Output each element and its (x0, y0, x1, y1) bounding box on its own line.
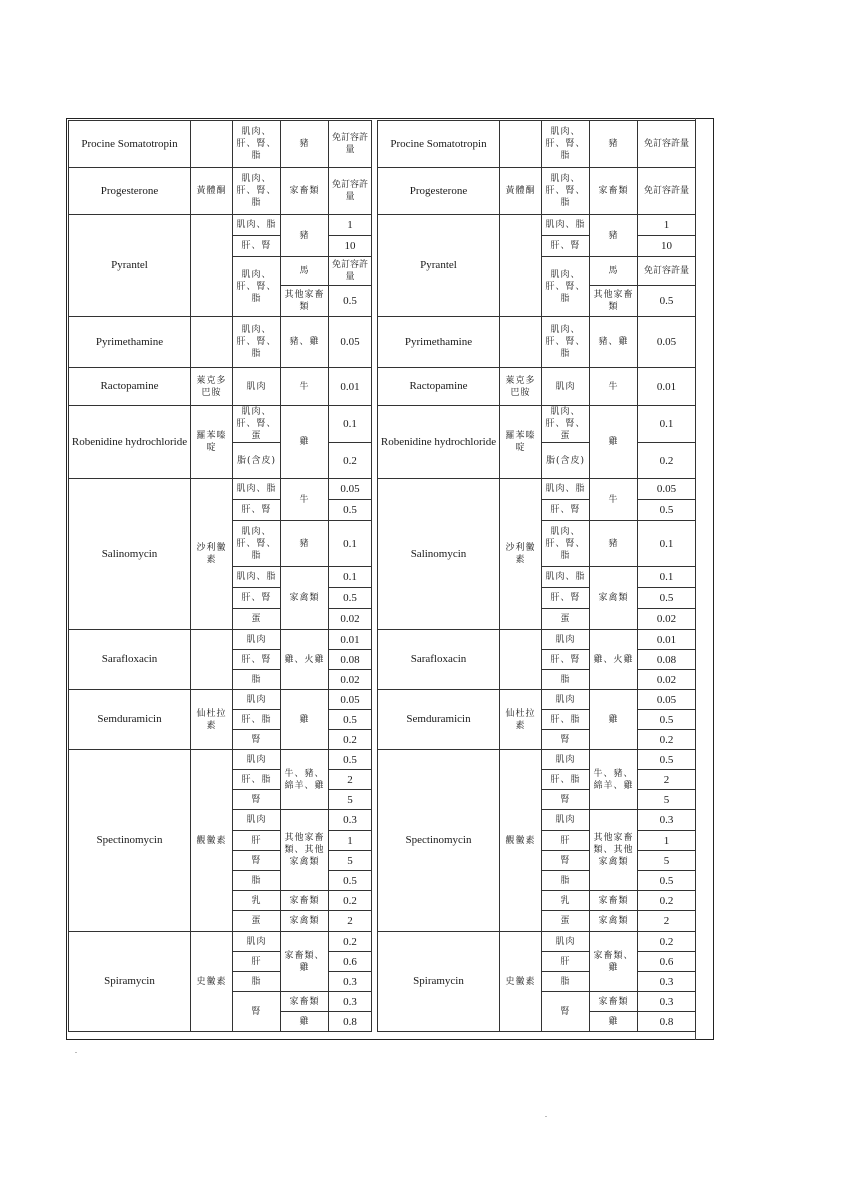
table-row (378, 932, 696, 952)
tissue-cell: 肌肉、肝、腎、脂 (233, 168, 281, 215)
tissue-cell: 肌肉、肝、腎、脂 (233, 317, 281, 368)
residue-limit-cell: 0.2 (638, 730, 696, 750)
residue-table-left (68, 120, 372, 1032)
tissue-cell: 腎 (542, 790, 590, 810)
residue-limit-cell: 0.5 (638, 588, 696, 609)
table-row (69, 690, 372, 710)
drug-name-cell: Pyrantel (378, 215, 500, 317)
table-row (378, 168, 696, 215)
drug-name-cell: Salinomycin (378, 479, 500, 630)
tissue-cell: 肌肉 (233, 690, 281, 710)
residue-limit-cell: 0.2 (329, 730, 372, 750)
chinese-name-cell: 沙利黴素 (191, 479, 233, 630)
tissue-cell: 肌肉 (542, 932, 590, 952)
residue-limit-cell: 0.01 (638, 368, 696, 406)
residue-limit-cell: 0.6 (638, 952, 696, 972)
residue-limit-cell: 2 (329, 911, 372, 932)
tissue-cell: 肝、腎 (233, 650, 281, 670)
chinese-name-cell: 萊克多巴胺 (191, 368, 233, 406)
residue-limit-cell: 0.8 (638, 1012, 696, 1032)
species-cell: 豬 (590, 215, 638, 257)
species-cell: 家畜類 (590, 992, 638, 1012)
tissue-cell: 肝 (542, 831, 590, 851)
drug-name-cell: Spectinomycin (378, 750, 500, 932)
tissue-cell: 肌肉 (542, 368, 590, 406)
drug-name-cell: Semduramicin (69, 690, 191, 750)
scan-speck (545, 1116, 547, 1117)
tissue-cell: 脂(含皮) (542, 443, 590, 479)
drug-name-cell: Pyrimethamine (69, 317, 191, 368)
residue-limit-cell: 0.05 (638, 317, 696, 368)
residue-limit-cell: 免訂容許量 (638, 257, 696, 286)
residue-limit-cell: 2 (329, 770, 372, 790)
residue-limit-cell: 0.02 (329, 670, 372, 690)
drug-name-cell: Sarafloxacin (69, 630, 191, 690)
drug-name-cell: Procine Somatotropin (378, 121, 500, 168)
residue-limit-cell: 0.5 (638, 871, 696, 891)
residue-limit-cell: 0.3 (638, 810, 696, 831)
drug-name-cell: Salinomycin (69, 479, 191, 630)
tissue-cell: 蛋 (542, 609, 590, 630)
residue-limit-cell: 0.3 (638, 972, 696, 992)
tissue-cell: 腎 (233, 851, 281, 871)
species-cell: 牛 (281, 368, 329, 406)
tissue-cell: 肌肉、脂 (542, 479, 590, 500)
residue-limit-cell: 0.5 (329, 750, 372, 770)
drug-name-cell: Pyrimethamine (378, 317, 500, 368)
residue-limit-cell: 免訂容許量 (638, 168, 696, 215)
residue-limit-cell: 0.1 (329, 521, 372, 567)
tissue-cell: 肝、脂 (542, 770, 590, 790)
species-cell: 家禽類 (281, 567, 329, 630)
drug-name-cell: Robenidine hydrochloride (69, 406, 191, 479)
residue-limit-cell: 0.5 (329, 588, 372, 609)
tissue-cell: 腎 (542, 730, 590, 750)
tissue-cell: 脂 (542, 972, 590, 992)
chinese-name-cell: 羅苯嗪啶 (500, 406, 542, 479)
chinese-name-cell (500, 317, 542, 368)
tissue-cell: 肌肉、肝、腎、蛋 (233, 406, 281, 443)
species-cell: 豬 (590, 521, 638, 567)
residue-limit-cell: 10 (638, 236, 696, 257)
residue-limit-cell: 0.2 (638, 443, 696, 479)
residue-limit-cell: 5 (329, 851, 372, 871)
chinese-name-cell (191, 630, 233, 690)
chinese-name-cell (191, 317, 233, 368)
species-cell: 豬、雞 (281, 317, 329, 368)
species-cell: 家畜類 (281, 992, 329, 1012)
species-cell: 豬、雞 (590, 317, 638, 368)
residue-limit-cell: 10 (329, 236, 372, 257)
table-row (69, 121, 372, 168)
residue-limit-cell: 0.2 (329, 932, 372, 952)
tissue-cell: 乳 (542, 891, 590, 911)
residue-limit-cell: 0.2 (638, 932, 696, 952)
residue-limit-cell: 2 (638, 911, 696, 932)
table-row (69, 168, 372, 215)
residue-limit-cell: 1 (638, 215, 696, 236)
residue-limit-cell: 0.08 (638, 650, 696, 670)
species-cell: 雞、火雞 (590, 630, 638, 690)
drug-name-cell: Progesterone (378, 168, 500, 215)
tissue-cell: 腎 (233, 790, 281, 810)
species-cell: 其他家畜類 (281, 286, 329, 317)
tissue-cell: 脂 (542, 670, 590, 690)
species-cell: 家畜類 (281, 168, 329, 215)
tissue-cell: 肝 (233, 952, 281, 972)
chinese-name-cell: 仙杜拉素 (191, 690, 233, 750)
table-row (69, 932, 372, 952)
residue-limit-cell: 1 (329, 831, 372, 851)
tissue-cell: 蛋 (233, 911, 281, 932)
species-cell: 其他家畜類、其他家禽類 (281, 810, 329, 891)
tissue-cell: 肌肉、肝、腎、脂 (542, 121, 590, 168)
species-cell: 家禽類 (590, 567, 638, 630)
tissue-cell: 肌肉、肝、腎、脂 (542, 521, 590, 567)
tissue-cell: 肝、腎 (542, 588, 590, 609)
species-cell: 家畜類、雞 (590, 932, 638, 992)
species-cell: 家畜類 (590, 168, 638, 215)
tissue-cell: 肌肉 (233, 368, 281, 406)
residue-limit-cell: 0.05 (638, 690, 696, 710)
tissue-cell: 肌肉 (542, 630, 590, 650)
tissue-cell: 肌肉、肝、腎、脂 (542, 317, 590, 368)
residue-limit-cell: 0.05 (329, 690, 372, 710)
table-row (69, 630, 372, 650)
tissue-cell: 肝、腎 (233, 588, 281, 609)
species-cell: 家禽類 (590, 911, 638, 932)
residue-limit-cell: 0.5 (638, 750, 696, 770)
residue-limit-cell: 0.2 (329, 891, 372, 911)
drug-name-cell: Ractopamine (378, 368, 500, 406)
table-row (69, 215, 372, 236)
table-row (378, 750, 696, 770)
tissue-cell: 肝 (233, 831, 281, 851)
species-cell: 牛、豬、綿羊、雞 (590, 750, 638, 810)
residue-limit-cell: 0.1 (329, 406, 372, 443)
tissue-cell: 脂(含皮) (233, 443, 281, 479)
tissue-cell: 脂 (233, 871, 281, 891)
chinese-name-cell: 觀黴素 (500, 750, 542, 932)
tissue-cell: 肌肉、肝、腎、脂 (233, 257, 281, 317)
residue-limit-cell: 2 (638, 770, 696, 790)
drug-name-cell: Spiramycin (378, 932, 500, 1032)
tissue-cell: 肝、腎 (233, 236, 281, 257)
tissue-cell: 肌肉、肝、腎、脂 (542, 168, 590, 215)
table-row (378, 630, 696, 650)
species-cell: 雞、火雞 (281, 630, 329, 690)
residue-limit-cell: 免訂容許量 (329, 121, 372, 168)
tissue-cell: 肌肉、脂 (233, 567, 281, 588)
species-cell: 雞 (590, 1012, 638, 1032)
residue-limit-cell: 0.01 (638, 630, 696, 650)
chinese-name-cell (500, 215, 542, 317)
tissue-cell: 肝、腎 (542, 236, 590, 257)
tissue-cell: 肌肉、脂 (233, 479, 281, 500)
species-cell: 牛 (590, 479, 638, 521)
residue-limit-cell: 0.2 (638, 891, 696, 911)
tissue-cell: 肝、脂 (233, 710, 281, 730)
species-cell: 豬 (281, 121, 329, 168)
tissue-cell: 腎 (542, 851, 590, 871)
species-cell: 雞 (590, 690, 638, 750)
tissue-cell: 腎 (233, 730, 281, 750)
tissue-cell: 肝、腎 (233, 500, 281, 521)
drug-name-cell: Pyrantel (69, 215, 191, 317)
tissue-cell: 腎 (542, 992, 590, 1032)
tissue-cell: 腎 (233, 992, 281, 1032)
drug-name-cell: Ractopamine (69, 368, 191, 406)
tissue-cell: 脂 (233, 972, 281, 992)
table-row (69, 368, 372, 406)
residue-limit-cell: 免訂容許量 (638, 121, 696, 168)
chinese-name-cell: 史黴素 (500, 932, 542, 1032)
drug-name-cell: Progesterone (69, 168, 191, 215)
table-row (69, 317, 372, 368)
residue-limit-cell: 0.1 (638, 406, 696, 443)
tissue-cell: 蛋 (542, 911, 590, 932)
residue-table-left-body (69, 121, 372, 1032)
chinese-name-cell (191, 121, 233, 168)
table-row (69, 750, 372, 770)
tissue-cell: 肌肉、肝、腎、脂 (233, 521, 281, 567)
tissue-cell: 乳 (233, 891, 281, 911)
tissue-cell: 肌肉 (542, 690, 590, 710)
tissue-cell: 肌肉、肝、腎、蛋 (542, 406, 590, 443)
table-row (378, 690, 696, 710)
residue-limit-cell: 0.1 (638, 567, 696, 588)
residue-limit-cell: 0.5 (329, 286, 372, 317)
residue-limit-cell: 0.6 (329, 952, 372, 972)
residue-limit-cell: 0.5 (329, 710, 372, 730)
residue-limit-cell: 0.05 (329, 479, 372, 500)
residue-limit-cell: 0.08 (329, 650, 372, 670)
species-cell: 其他家畜類 (590, 286, 638, 317)
drug-name-cell: Semduramicin (378, 690, 500, 750)
tissue-cell: 肌肉、脂 (542, 567, 590, 588)
chinese-name-cell: 萊克多巴胺 (500, 368, 542, 406)
residue-limit-cell: 0.1 (638, 521, 696, 567)
residue-limit-cell: 1 (638, 831, 696, 851)
table-row (378, 406, 696, 443)
residue-limit-cell: 5 (638, 851, 696, 871)
residue-table-right (377, 120, 696, 1032)
species-cell: 豬 (281, 521, 329, 567)
chinese-name-cell: 沙利黴素 (500, 479, 542, 630)
chinese-name-cell: 羅苯嗪啶 (191, 406, 233, 479)
tissue-cell: 肌肉 (233, 810, 281, 831)
residue-limit-cell: 0.02 (329, 609, 372, 630)
residue-limit-cell: 0.3 (329, 992, 372, 1012)
residue-limit-cell: 0.1 (329, 567, 372, 588)
residue-table-right-body (378, 121, 696, 1032)
tissue-cell: 肌肉、肝、腎、脂 (233, 121, 281, 168)
residue-limit-cell: 5 (329, 790, 372, 810)
residue-limit-cell: 0.5 (638, 286, 696, 317)
species-cell: 雞 (590, 406, 638, 479)
chinese-name-cell (500, 121, 542, 168)
chinese-name-cell (191, 215, 233, 317)
species-cell: 豬 (281, 215, 329, 257)
scan-speck (75, 1052, 77, 1053)
species-cell: 家畜類 (590, 891, 638, 911)
tissue-cell: 肝、腎 (542, 500, 590, 521)
residue-limit-cell: 0.02 (638, 670, 696, 690)
species-cell: 家畜類、雞 (281, 932, 329, 992)
tissue-cell: 肝、脂 (542, 710, 590, 730)
residue-limit-cell: 0.05 (638, 479, 696, 500)
species-cell: 牛 (281, 479, 329, 521)
tissue-cell: 蛋 (233, 609, 281, 630)
chinese-name-cell: 黃體酮 (500, 168, 542, 215)
tissue-cell: 肌肉 (542, 810, 590, 831)
species-cell: 馬 (590, 257, 638, 286)
species-cell: 雞 (281, 690, 329, 750)
tissue-cell: 肌肉、脂 (233, 215, 281, 236)
species-cell: 雞 (281, 1012, 329, 1032)
table-row (378, 215, 696, 236)
species-cell: 豬 (590, 121, 638, 168)
table-row (69, 406, 372, 443)
tissue-cell: 脂 (542, 871, 590, 891)
table-row (378, 368, 696, 406)
species-cell: 牛、豬、綿羊、雞 (281, 750, 329, 810)
drug-name-cell: Sarafloxacin (378, 630, 500, 690)
tissue-cell: 肌肉、脂 (542, 215, 590, 236)
tissue-cell: 肌肉 (542, 750, 590, 770)
table-row (378, 317, 696, 368)
species-cell: 其他家畜類、其他家禽類 (590, 810, 638, 891)
residue-limit-cell: 0.8 (329, 1012, 372, 1032)
residue-limit-cell: 0.2 (329, 443, 372, 479)
tissue-cell: 肌肉 (233, 630, 281, 650)
chinese-name-cell: 黃體酮 (191, 168, 233, 215)
tissue-cell: 肌肉、肝、腎、脂 (542, 257, 590, 317)
table-row (378, 479, 696, 500)
drug-name-cell: Robenidine hydrochloride (378, 406, 500, 479)
residue-limit-cell: 0.05 (329, 317, 372, 368)
tissue-cell: 肌肉 (233, 932, 281, 952)
tissue-cell: 肝、脂 (233, 770, 281, 790)
chinese-name-cell (500, 630, 542, 690)
residue-limit-cell: 0.3 (638, 992, 696, 1012)
residue-limit-cell: 0.5 (329, 871, 372, 891)
residue-limit-cell: 0.5 (329, 500, 372, 521)
species-cell: 牛 (590, 368, 638, 406)
residue-limit-cell: 0.01 (329, 630, 372, 650)
residue-limit-cell: 0.3 (329, 810, 372, 831)
species-cell: 馬 (281, 257, 329, 286)
drug-name-cell: Spectinomycin (69, 750, 191, 932)
species-cell: 家禽類 (281, 911, 329, 932)
residue-limit-cell: 1 (329, 215, 372, 236)
residue-limit-cell: 0.3 (329, 972, 372, 992)
tissue-cell: 肝 (542, 952, 590, 972)
residue-limit-cell: 0.01 (329, 368, 372, 406)
tissue-cell: 肌肉 (233, 750, 281, 770)
table-row (378, 121, 696, 168)
chinese-name-cell: 史黴素 (191, 932, 233, 1032)
residue-limit-cell: 0.5 (638, 500, 696, 521)
drug-name-cell: Spiramycin (69, 932, 191, 1032)
tissue-cell: 脂 (233, 670, 281, 690)
residue-limit-cell: 0.5 (638, 710, 696, 730)
species-cell: 家畜類 (281, 891, 329, 911)
chinese-name-cell: 觀黴素 (191, 750, 233, 932)
residue-limit-cell: 0.02 (638, 609, 696, 630)
residue-limit-cell: 免訂容許量 (329, 168, 372, 215)
residue-limit-cell: 5 (638, 790, 696, 810)
drug-name-cell: Procine Somatotropin (69, 121, 191, 168)
tissue-cell: 肝、腎 (542, 650, 590, 670)
species-cell: 雞 (281, 406, 329, 479)
table-row (69, 479, 372, 500)
chinese-name-cell: 仙杜拉素 (500, 690, 542, 750)
residue-limit-cell: 免訂容許量 (329, 257, 372, 286)
